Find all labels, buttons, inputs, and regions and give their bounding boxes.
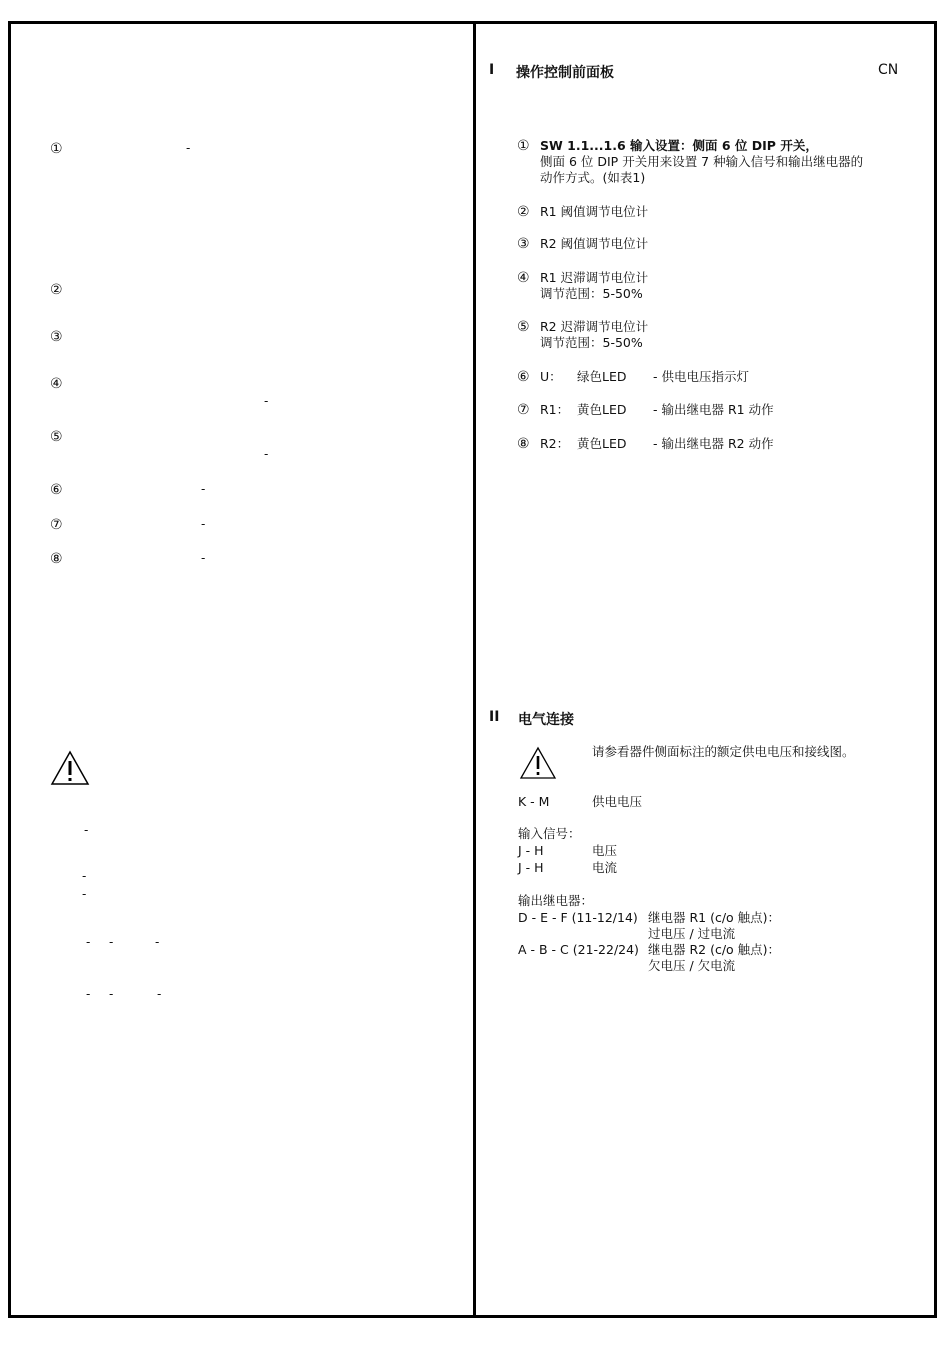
led-r2-color: 黄色LED [577, 436, 627, 451]
left-marker-5: ⑤ [50, 429, 63, 445]
item-marker-3: ③ [517, 236, 530, 252]
section-1-title: 操作控制前面板 [516, 65, 614, 81]
left-dash: - [201, 551, 206, 565]
item-5-line-1: R2 迟滞调节电位计 [540, 319, 649, 334]
item-4-line-1: R1 迟滞调节电位计 [540, 270, 649, 285]
item-marker-2: ② [517, 204, 530, 220]
section-1-numeral: I [489, 62, 495, 78]
left-marker-3: ③ [50, 329, 63, 345]
left-marker-7: ⑦ [50, 517, 63, 533]
item-2-line-1: R1 阈值调节电位计 [540, 204, 649, 219]
input-voltage-terminals: J - H [518, 843, 544, 858]
item-marker-5: ⑤ [517, 319, 530, 335]
led-r1-desc: - 输出继电器 R1 动作 [653, 402, 774, 417]
left-dash: - [82, 887, 87, 901]
item-3-line-1: R2 阈值调节电位计 [540, 236, 649, 251]
output-heading: 输出继电器： [518, 893, 594, 908]
led-marker-6: ⑥ [517, 369, 530, 385]
led-u-desc: - 供电电压指示灯 [653, 369, 749, 384]
item-marker-1: ① [517, 138, 530, 154]
led-marker-7: ⑦ [517, 402, 530, 418]
left-dash: - [157, 987, 162, 1001]
left-dash: - [86, 987, 91, 1001]
item-marker-4: ④ [517, 270, 530, 286]
warning-triangle-icon [50, 750, 90, 786]
input-voltage-desc: 电压 [592, 843, 618, 858]
left-dash: - [86, 935, 91, 949]
left-dash: - [109, 935, 114, 949]
input-heading: 输入信号： [518, 826, 581, 841]
item-1-line-3: 动作方式。(如表1) [540, 170, 646, 185]
left-marker-6: ⑥ [50, 482, 63, 498]
column-divider [473, 21, 476, 1318]
output-r2-line-2: 欠电压 / 欠电流 [648, 958, 736, 973]
left-dash: - [84, 823, 89, 837]
led-r1-color: 黄色LED [577, 402, 627, 417]
left-dash: - [82, 869, 87, 883]
output-r2-terminals: A - B - C (21-22/24) [518, 942, 639, 957]
output-r2-line-1: 继电器 R2 (c/o 触点)： [648, 942, 781, 957]
item-1-line-2: 侧面 6 位 DIP 开关用来设置 7 种输入信号和输出继电器的 [540, 154, 864, 169]
wiring-warning-text: 请参看器件侧面标注的额定供电电压和接线图。 [592, 744, 855, 759]
led-r2-desc: - 输出继电器 R2 动作 [653, 436, 774, 451]
led-u-label: U： [540, 369, 562, 384]
led-u-color: 绿色LED [577, 369, 627, 384]
supply-terminals: K - M [518, 794, 550, 809]
warning-triangle-icon [519, 746, 557, 780]
left-dash: - [264, 447, 269, 461]
left-dash: - [155, 935, 160, 949]
section-2-title: 电气连接 [518, 712, 574, 728]
output-r1-terminals: D - E - F (11-12/14) [518, 910, 638, 925]
left-marker-8: ⑧ [50, 551, 63, 567]
language-code: CN [878, 62, 899, 78]
left-dash: - [201, 517, 206, 531]
input-current-desc: 电流 [592, 860, 618, 875]
led-r2-label: R2： [540, 436, 570, 451]
led-r1-label: R1： [540, 402, 570, 417]
left-dash: - [264, 394, 269, 408]
item-5-line-2: 调节范围：5-50% [540, 335, 643, 350]
left-marker-2: ② [50, 282, 63, 298]
item-4-line-2: 调节范围：5-50% [540, 286, 643, 301]
output-r1-line-2: 过电压 / 过电流 [648, 926, 736, 941]
item-1-line-1: SW 1.1...1.6 输入设置：侧面 6 位 DIP 开关， [540, 138, 818, 153]
left-dash: - [109, 987, 114, 1001]
section-2-numeral: II [489, 709, 500, 725]
supply-desc: 供电电压 [592, 794, 643, 809]
input-current-terminals: J - H [518, 860, 544, 875]
output-r1-line-1: 继电器 R1 (c/o 触点)： [648, 910, 781, 925]
left-marker-4: ④ [50, 376, 63, 392]
left-dash: - [201, 482, 206, 496]
led-marker-8: ⑧ [517, 436, 530, 452]
left-marker-1: ① [50, 141, 63, 157]
left-dash: - [186, 141, 191, 155]
